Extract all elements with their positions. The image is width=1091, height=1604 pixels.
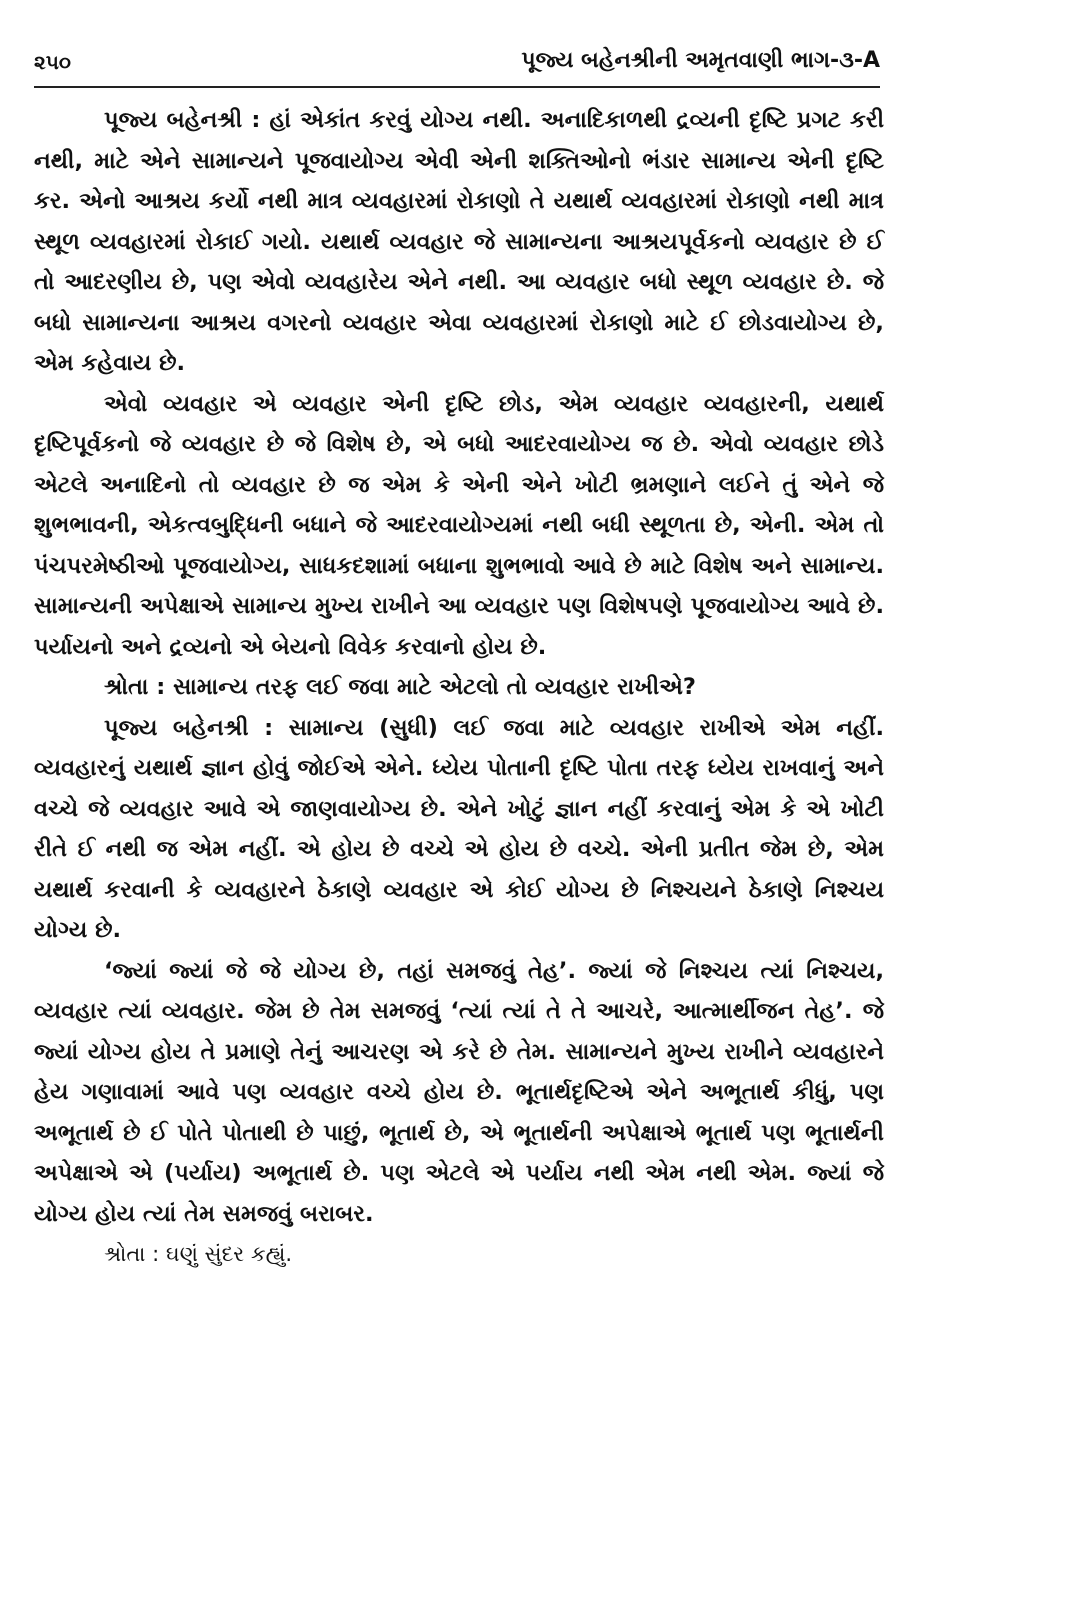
running-title: પૂજ્ય બહેનશ્રીની અમૃતવાણી ભાગ-૩-A [521, 48, 880, 73]
speaker-label: પૂજ્ય બહેનશ્રી : [104, 714, 289, 741]
paragraph-text: ‘જ્યાં જ્યાં જે જે યોગ્ય છે, તહાં સમજવું તેહ’. જ્યાં જે નિશ્ચય ત્યાં નિશ્ચય, વ્યવહાર ત્યાં વ્યવહાર. જેમ છે તેમ સમજવું ‘ત્યાં ત્યાં તે તે આચરે, આત્માર્થીજન તેહ’. જે જ્યાં યોગ્ય હોય તે પ્રમાણે તેનું આચરણ એ કરે છે તેમ. સામાન્યને મુખ્ય રાખીને વ્યવહારને હેય ગણાવામાં આવે પણ વ્યવહાર વચ્ચે હોય છે. ભૂતાર્થદૃષ્ટિએ એને અભૂતાર્થ કીધું, પણ અભૂતાર્થ છે ઈ પોતે પોતાથી છે પાછું, ભૂતાર્થ છે, એ ભૂતાર્થની અપેક્ષાએ ભૂતાર્થ પણ ભૂતાર્થની અપેક્ષાએ એ (પર્યાય) અભૂતાર્થ છે. પણ એટલે એ પર્યાય નથી એમ નથી એમ. જ્યાં જે યોગ્ય હોય ત્યાં તેમ સમજવું બરાબર. [34, 957, 884, 1227]
page-number: ૨૫૦ [34, 50, 71, 74]
paragraph [34, 708, 884, 951]
page-header [34, 46, 880, 88]
closing-line: શ્રોતા : ઘણું સુંદર કહ્યું. [104, 1242, 293, 1266]
paragraph [34, 951, 884, 1235]
paragraph-text: સામાન્ય તરફ લઈ જવા માટે એટલો તો વ્યવહાર રાખીએ? [173, 674, 696, 700]
paragraph-text: સામાન્ય (સુધી) લઈ જવા માટે વ્યવહાર રાખીએ એમ નહીં. વ્યવહારનું યથાર્થ જ્ઞાન હોવું જોઈએ એને. ધ્યેય પોતાની દૃષ્ટિ પોતા તરફ ધ્યેય રાખવાનું અને વચ્ચે જે વ્યવહાર આવે એ જાણવાયોગ્ય છે. એને ખોટું જ્ઞાન નહીં કરવાનું એમ કે એ ખોટી રીતે ઈ નથી જ એમ નહીં. એ હોય છે વચ્ચે એ હોય છે વચ્ચે. એની પ્રતીત જેમ છે, એમ યથાર્થ કરવાની કે વ્યવહારને ઠેકાણે વ્યવહાર એ કોઈ યોગ્ય છે નિશ્ચયને ઠેકાણે નિશ્ચય યોગ્ય છે. [34, 714, 885, 943]
paragraph-text: એવો વ્યવહાર એ વ્યવહાર એની દૃષ્ટિ છોડ, એમ વ્યવહાર વ્યવહારની, યથાર્થ દૃષ્ટિપૂર્વકનો જે વ્યવહાર છે જે વિશેષ છે, એ બધો આદરવાયોગ્ય જ છે. એવો વ્યવહાર છોડે એટલે અનાદિનો તો વ્યવહાર છે જ એમ કે એની એને ખોટી ભ્રમણાને લઈને તું એને જે શુભભાવની, એકત્વબુદ્ધિની બધાને જે આદરવાયોગ્યમાં નથી બધી સ્થૂળતા છે, એની. એમ તો પંચપરમેષ્ઠીઓ પૂજવાયોગ્ય, સાધકદશામાં બધાના શુભભાવો આવે છે માટે વિશેષ અને સામાન્ય. સામાન્યની અપેક્ષાએ સામાન્ય મુખ્ય રાખીને આ વ્યવહાર પણ વિશેષપણે પૂજવાયોગ્ય આવે છે. પર્યાયનો અને દ્રવ્યનો એ બેયનો વિવેક કરવાનો હોય છે. [34, 390, 884, 660]
paragraph [34, 100, 884, 384]
paragraph-text: હાં એકાંત કરવું યોગ્ય નથી. અનાદિકાળથી દ્રવ્યની દૃષ્ટિ પ્રગટ કરી નથી, માટે એને સામાન્યને પૂજવાયોગ્ય એવી એની શક્તિઓનો ભંડાર સામાન્ય એની દૃષ્ટિ કર. એનો આશ્રય કર્યો નથી માત્ર વ્યવહારમાં રોકાણો તે યથાર્થ વ્યવહારમાં રોકાણો નથી માત્ર સ્થૂળ વ્યવહારમાં રોકાઈ ગયો. યથાર્થ વ્યવહાર જે સામાન્યના આશ્રયપૂર્વકનો વ્યવહાર છે ઈ તો આદરણીય છે, પણ એવો વ્યવહારેય એને નથી. આ વ્યવહાર બધો સ્થૂળ વ્યવહાર છે. જે બધો સામાન્યના આશ્રય વગરનો વ્યવહાર એવા વ્યવહારમાં રોકાણો માટે ઈ છોડવાયોગ્ય છે, એમ કહેવાય છે. [34, 107, 884, 376]
speaker-label: પૂજ્ય બહેનશ્રી : [104, 107, 270, 133]
page-body [34, 100, 884, 1275]
speaker-label: શ્રોતા : [104, 674, 174, 700]
paragraph [34, 667, 884, 708]
paragraph [34, 384, 884, 668]
